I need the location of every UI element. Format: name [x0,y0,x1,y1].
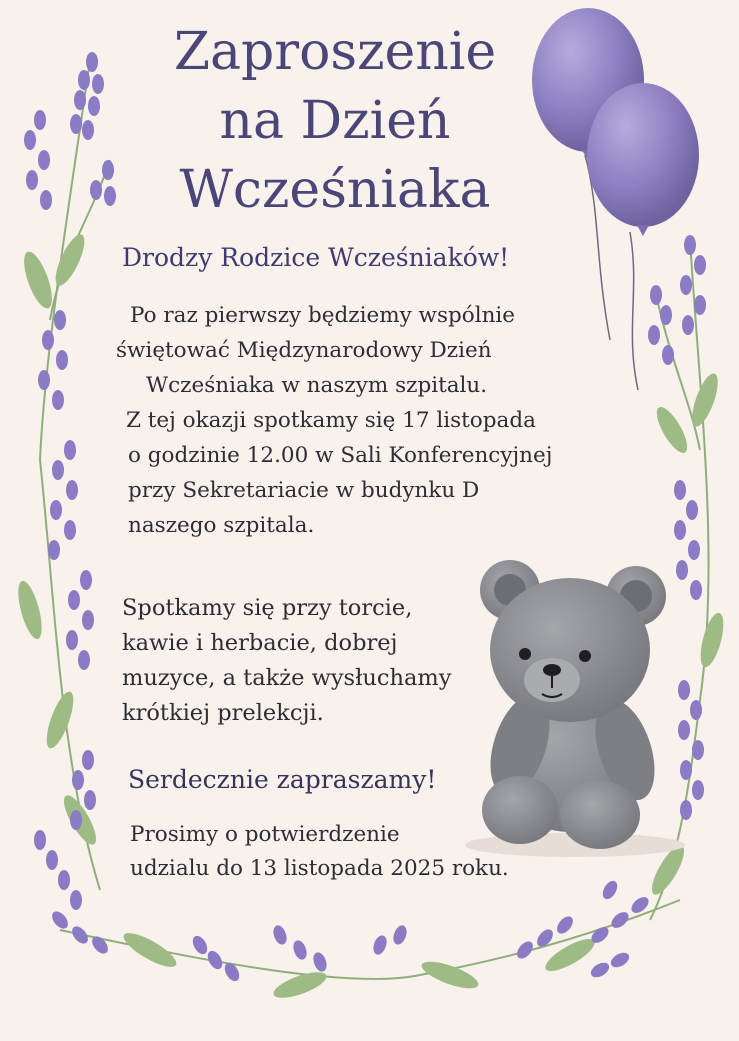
text-line: kawie i herbacie, dobrej [122,630,398,656]
text-line: muzyce, a także wysłuchamy [122,665,452,691]
text-line: Spotkamy się przy torcie, [122,595,413,621]
lavender-sprig-icon [14,52,116,910]
teddy-bear-icon [465,560,685,857]
title-line: Wcześniaka [179,160,491,220]
text-line: świętować Międzynarodowy Dzień [116,338,492,363]
closing-invitation: Serdecznie zapraszamy! [128,765,437,794]
text-line: przy Sekretariacie w budynku D [128,478,480,503]
invitation-title [120,18,550,225]
text-line: Z tej okazji spotkamy się 17 listopada [126,408,536,433]
title-line: Zaproszenie [173,22,497,82]
text-line: Po raz pierwszy będziemy wspólnie [130,303,516,328]
rsvp-paragraph [130,818,509,886]
lavender-sprig-icon [49,878,680,1003]
program-paragraph [122,591,451,731]
event-details-paragraph [116,298,616,543]
text-line: o godzinie 12.00 w Sali Konferencyjnej [128,443,553,468]
text-line: udzialu do 13 listopada 2025 roku. [130,856,509,881]
text-line: Prosimy o potwierdzenie [130,822,400,847]
title-line: na Dzień [219,91,451,151]
text-line: krótkiej prelekcji. [122,700,324,726]
text-line: naszego szpitala. [128,513,315,538]
text-line: Wcześniaka w naszym szpitalu. [146,373,488,398]
greeting: Drodzy Rodzice Wcześniaków! [122,243,510,272]
